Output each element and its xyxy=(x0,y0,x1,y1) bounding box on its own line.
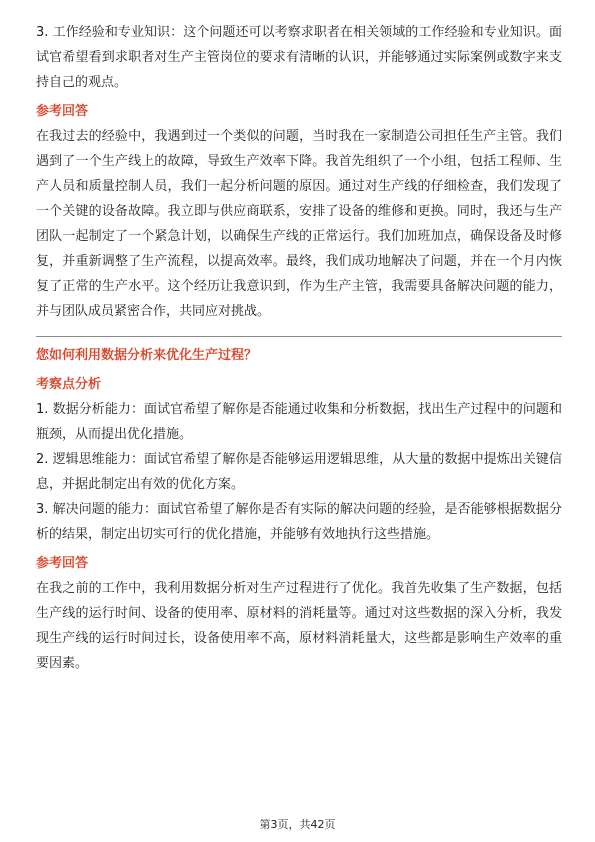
reference-answer-heading-2: 参考回答 xyxy=(36,556,89,571)
analysis-point-3: 3. 解决问题的能力：面试官希望了解你是否有实际的解决问题的经验，是否能够根据数据分析的结果，制定出切实可行的优化措施，并能够有效地执行这些措施。 xyxy=(36,502,562,542)
page-number: 第3页，共42页 xyxy=(259,818,336,831)
exam-point-3: 3. 工作经验和专业知识：这个问题还可以考察求职者在相关领域的工作经验和专业知识。面试官希望看到求职者对生产主管岗位的要求有清晰的认识，并能够通过实际案例或数字来支持自己的观点。 xyxy=(36,25,562,90)
reference-answer-heading: 参考回答 xyxy=(36,104,89,119)
page-content xyxy=(36,20,562,676)
interview-question: 您如何利用数据分析来优化生产过程？ xyxy=(36,348,258,363)
analysis-point-1: 1. 数据分析能力：面试官希望了解你是否能通过收集和分析数据，找出生产过程中的问题和瓶颈，从而提出优化措施。 xyxy=(36,402,562,442)
analysis-point-2: 2. 逻辑思维能力：面试官希望了解你是否能够运用逻辑思维，从大量的数据中提炼出关键信息，并据此制定出有效的优化方案。 xyxy=(36,452,562,492)
analysis-heading: 考察点分析 xyxy=(36,377,102,392)
section-divider xyxy=(36,336,562,337)
reference-answer-text-2: 在我之前的工作中，我利用数据分析对生产过程进行了优化。我首先收集了生产数据，包括生产线的运行时间、设备的使用率、原材料的消耗量等。通过对这些数据的深入分析，我发现生产线的运行时间过长，设备使用率不高，原材料消耗量大，这些都是影响生产效率的重要因素。 xyxy=(36,581,562,671)
reference-answer-text: 在我过去的经验中，我遇到过一个类似的问题，当时我在一家制造公司担任生产主管。我们遇到了一个生产线上的故障，导致生产效率下降。我首先组织了一个小组，包括工程师、生产人员和质量控制人员，我们一起分析问题的原因。通过对生产线的仔细检查，我们发现了一个关键的设备故障。我立即与供应商联系，安排了设备的维修和更换。同时，我还与生产团队一起制定了一个紧急计划，以确保生产线的正常运行。我们加班加点，确保设备及时修复，并重新调整了生产流程，以提高效率。最终，我们成功地解决了问题，并在一个月内恢复了正常的生产水平。这个经历让我意识到，作为生产主管，我需要具备解决问题的能力，并与团队成员紧密合作，共同应对挑战。 xyxy=(36,129,562,319)
